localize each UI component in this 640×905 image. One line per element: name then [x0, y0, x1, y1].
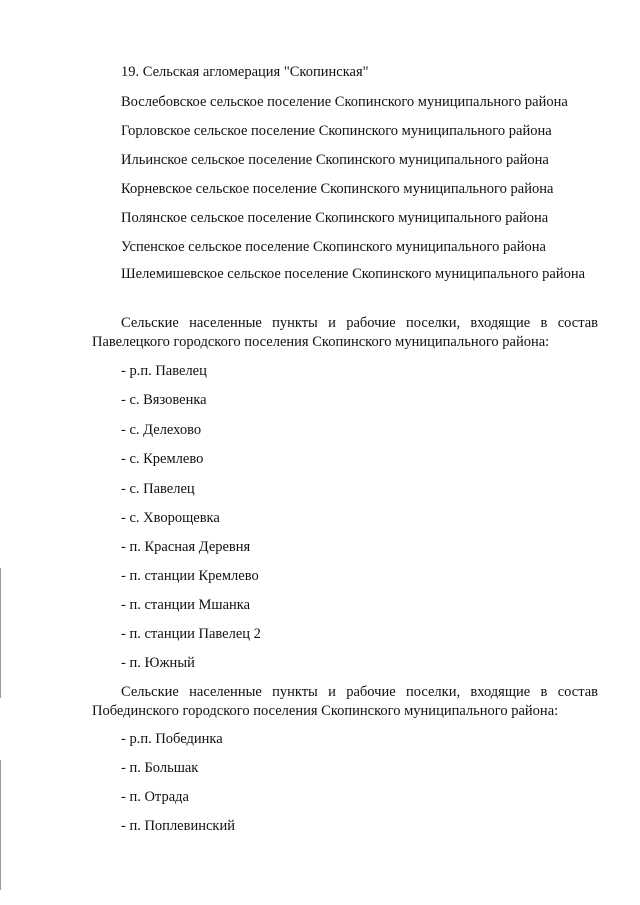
- paveletz-intro-paragraph: Сельские населенные пункты и рабочие поселки, входящие в состав Павелецкого городского поселения Скопинского муниципального района:: [92, 315, 598, 350]
- list-item: - р.п. Побединка: [121, 731, 223, 747]
- list-item: - п. станции Кремлево: [121, 568, 259, 584]
- scan-edge-mark: [0, 568, 1, 698]
- scan-edge-mark: [0, 760, 1, 890]
- settlement-line: Горловское сельское поселение Скопинского муниципального района: [121, 123, 552, 139]
- list-item: - п. станции Павелец 2: [121, 626, 261, 642]
- list-item: - с. Павелец: [121, 481, 195, 497]
- list-item: - с. Кремлево: [121, 451, 204, 467]
- section-heading: 19. Сельская агломерация "Скопинская": [121, 64, 369, 80]
- settlement-line: Полянское сельское поселение Скопинского муниципального района: [121, 210, 549, 226]
- settlement-line: Корневское сельское поселение Скопинского муниципального района: [121, 181, 554, 197]
- settlement-line: Успенское сельское поселение Скопинского муниципального района: [121, 239, 546, 255]
- list-item: - с. Делехово: [121, 422, 202, 438]
- list-item: - р.п. Павелец: [121, 363, 207, 379]
- settlement-line: Ильинское сельское поселение Скопинского муниципального района: [121, 152, 549, 168]
- list-item: - п. станции Мшанка: [121, 597, 251, 613]
- list-item: - с. Вязовенка: [121, 392, 207, 408]
- pobedinka-intro-paragraph: Сельские населенные пункты и рабочие поселки, входящие в состав Побединского городского поселения Скопинского муниципального района:: [92, 684, 598, 719]
- settlement-paragraph: Шелемишевское сельское поселение Скопинского муниципального района: [121, 266, 586, 282]
- list-item: - п. Красная Деревня: [121, 539, 251, 555]
- list-item: - п. Южный: [121, 655, 195, 671]
- list-item: - п. Отрада: [121, 789, 189, 805]
- settlement-line: Вослебовское сельское поселение Скопинского муниципального района: [121, 94, 568, 110]
- list-item: - п. Большак: [121, 760, 199, 776]
- list-item: - п. Поплевинский: [121, 818, 235, 834]
- list-item: - с. Хворощевка: [121, 510, 220, 526]
